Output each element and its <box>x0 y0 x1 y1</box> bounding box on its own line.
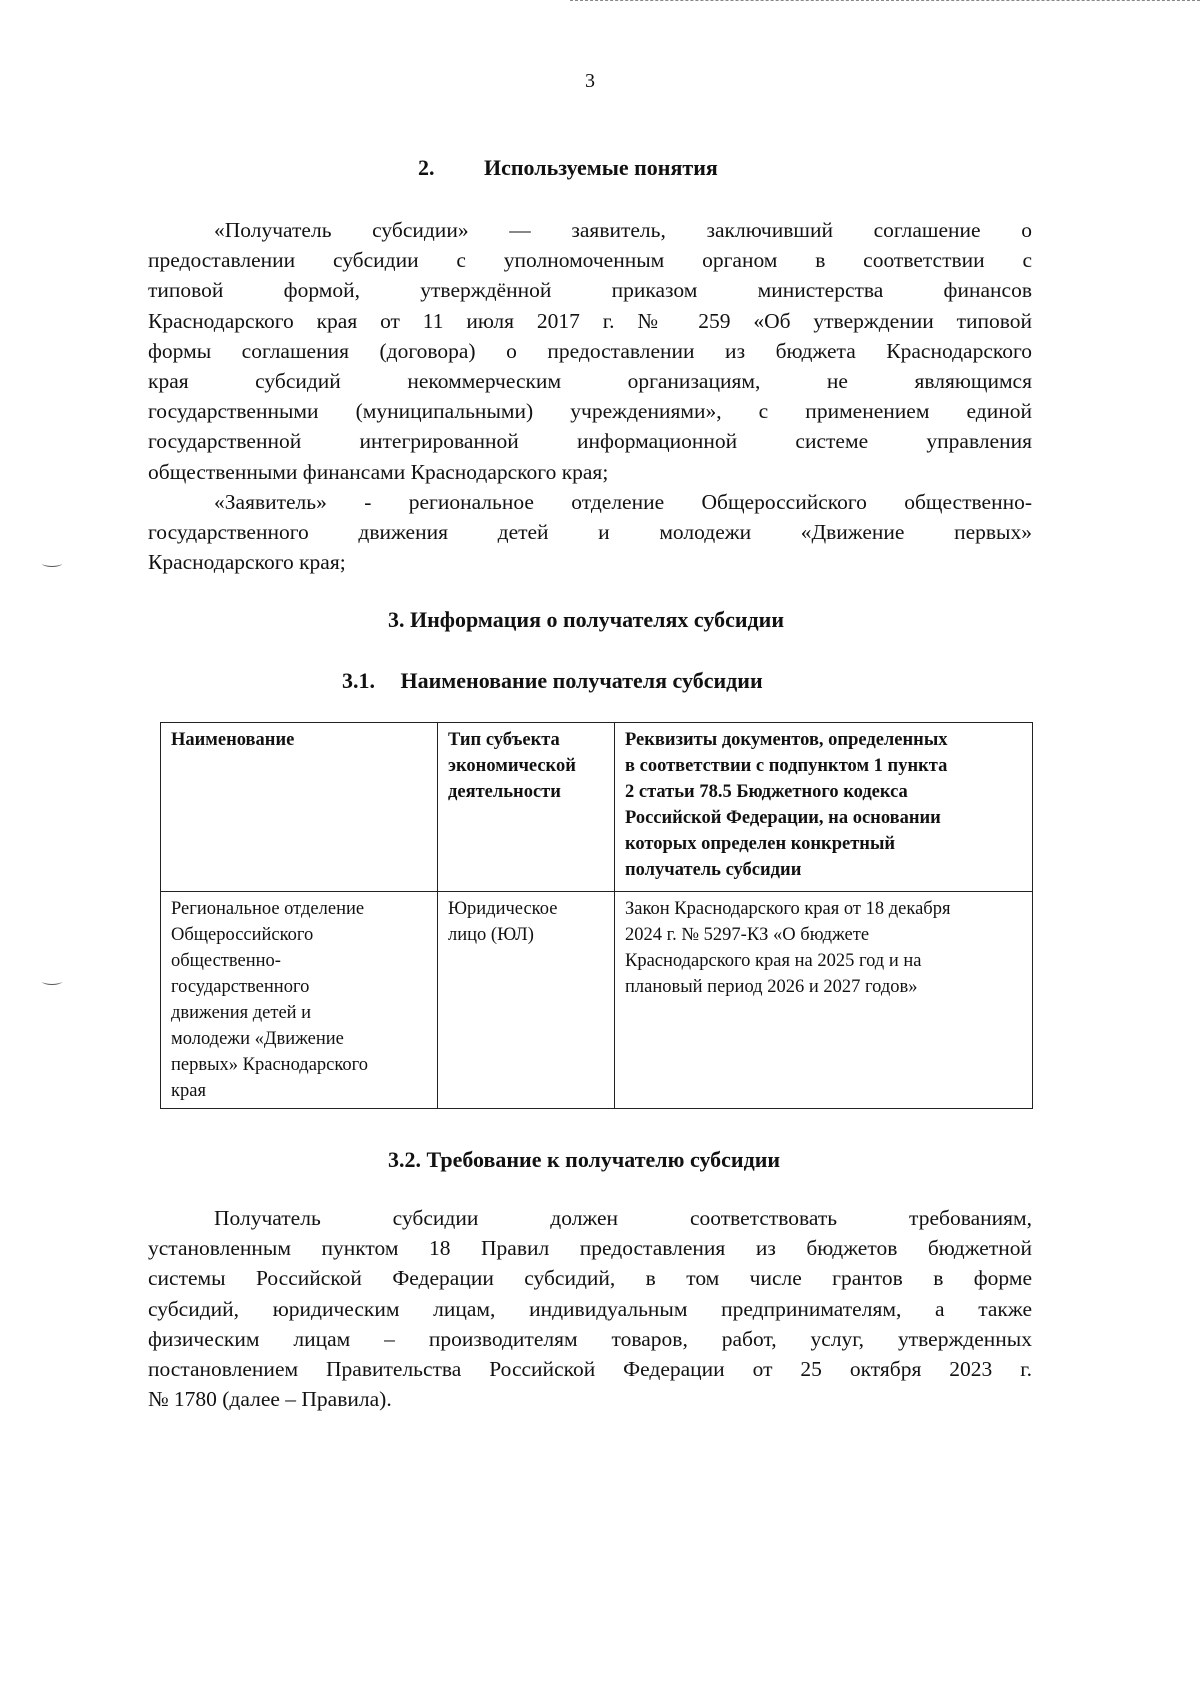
definition-recipient-paragraph <box>148 215 1032 577</box>
section-2-heading <box>418 155 718 181</box>
cell-name <box>161 892 438 1109</box>
header-line: Тип субъекта <box>448 730 560 750</box>
header-line: 2 статьи 78.5 Бюджетного кодекса <box>625 782 908 802</box>
cell-line: общественно- <box>171 951 281 971</box>
header-line: Реквизиты документов, определенных <box>625 730 948 750</box>
section-title: Используемые понятия <box>484 155 718 180</box>
text-line: общественными финансами Краснодарского края; <box>148 459 609 484</box>
cell-document-details <box>615 892 1033 1109</box>
cell-line: Закон Краснодарского края от 18 декабря <box>625 899 951 919</box>
header-line: которых определен конкретный <box>625 834 896 854</box>
section-3-1-heading <box>342 668 763 694</box>
header-entity-type <box>438 723 615 892</box>
cell-line: первых» Краснодарского <box>171 1055 369 1075</box>
text-line: Краснодарского края; <box>148 550 346 575</box>
cell-line: края <box>171 1081 206 1101</box>
cell-line: 2024 г. № 5297-КЗ «О бюджете <box>625 925 870 945</box>
cell-line: Общероссийского <box>171 925 314 945</box>
cell-line: Краснодарского края на 2025 год и на <box>625 951 922 971</box>
text-line: предоставлении субсидии с уполномоченным органом в соответствии с <box>148 248 1032 273</box>
header-line: экономической <box>448 756 576 776</box>
text-line: типовой формой, утверждённой приказом министерства финансов <box>148 278 1032 303</box>
header-line: деятельности <box>448 782 561 802</box>
cell-line: плановый период 2026 и 2027 годов» <box>625 977 918 997</box>
text-line: физическим лицам – производителям товаров, работ, услуг, утвержденных <box>148 1326 1032 1351</box>
section-3-2-heading: 3.2. Требование к получателю субсидии <box>388 1147 781 1172</box>
text-line: формы соглашения (договора) о предоставлении из бюджета Краснодарского <box>148 338 1032 363</box>
section-number: 2. <box>418 155 435 180</box>
header-line: в соответствии с подпунктом 1 пункта <box>625 756 948 776</box>
scan-edge-line <box>570 0 1200 1</box>
text-line: государственной интегрированной информационной системе управления <box>148 429 1032 454</box>
binding-hole-mark <box>42 978 62 985</box>
header-line: Наименование <box>171 730 295 750</box>
page-number: 3 <box>585 70 595 92</box>
cell-line: движения детей и <box>171 1003 312 1023</box>
text-line: субсидий, юридическим лицам, индивидуальным предпринимателям, а также <box>148 1296 1032 1321</box>
header-line: получатель субсидии <box>625 860 802 880</box>
text-line: края субсидий некоммерческим организациям, не являющимся <box>148 368 1032 393</box>
section-3-heading: 3. Информация о получателях субсидии <box>388 607 784 632</box>
header-document-details <box>615 723 1033 892</box>
text-line: государственного движения детей и молодежи «Движение первых» <box>148 519 1032 544</box>
cell-line: лицо (ЮЛ) <box>448 925 534 945</box>
text-line: постановлением Правительства Российской Федерации от 25 октября 2023 г. <box>148 1356 1032 1381</box>
section-title: Наименование получателя субсидии <box>400 668 763 693</box>
requirement-paragraph <box>148 1203 1032 1414</box>
text-line: государственными (муниципальными) учреждениями», с применением единой <box>148 399 1032 424</box>
table-header-row <box>161 723 1033 892</box>
text-line: Получатель субсидии должен соответствовать требованиям, <box>214 1206 1032 1230</box>
text-line: «Получатель субсидии» — заявитель, заключивший соглашение о <box>214 218 1032 242</box>
cell-line: государственного <box>171 977 310 997</box>
header-line: Российской Федерации, на основании <box>625 808 941 828</box>
cell-line: Региональное отделение <box>171 899 365 919</box>
text-line: установленным пунктом 18 Правил предоставления из бюджетов бюджетной <box>148 1236 1032 1261</box>
text-line: № 1780 (далее – Правила). <box>148 1387 392 1412</box>
section-number: 3.1. <box>342 668 375 693</box>
cell-line: молодежи «Движение <box>171 1029 344 1049</box>
header-name <box>161 723 438 892</box>
text-line: Краснодарского края от 11 июля 2017 г. № 259 «Об утверждении типовой <box>148 308 1032 333</box>
text-line: «Заявитель» - региональное отделение Общероссийского общественно- <box>214 489 1032 514</box>
binding-hole-mark <box>42 560 62 567</box>
table-row <box>161 892 1033 1109</box>
text-line: системы Российской Федерации субсидий, в том числе грантов в форме <box>148 1266 1032 1291</box>
recipient-table <box>160 722 1033 1109</box>
cell-entity-type <box>438 892 615 1109</box>
cell-line: Юридическое <box>448 899 558 919</box>
